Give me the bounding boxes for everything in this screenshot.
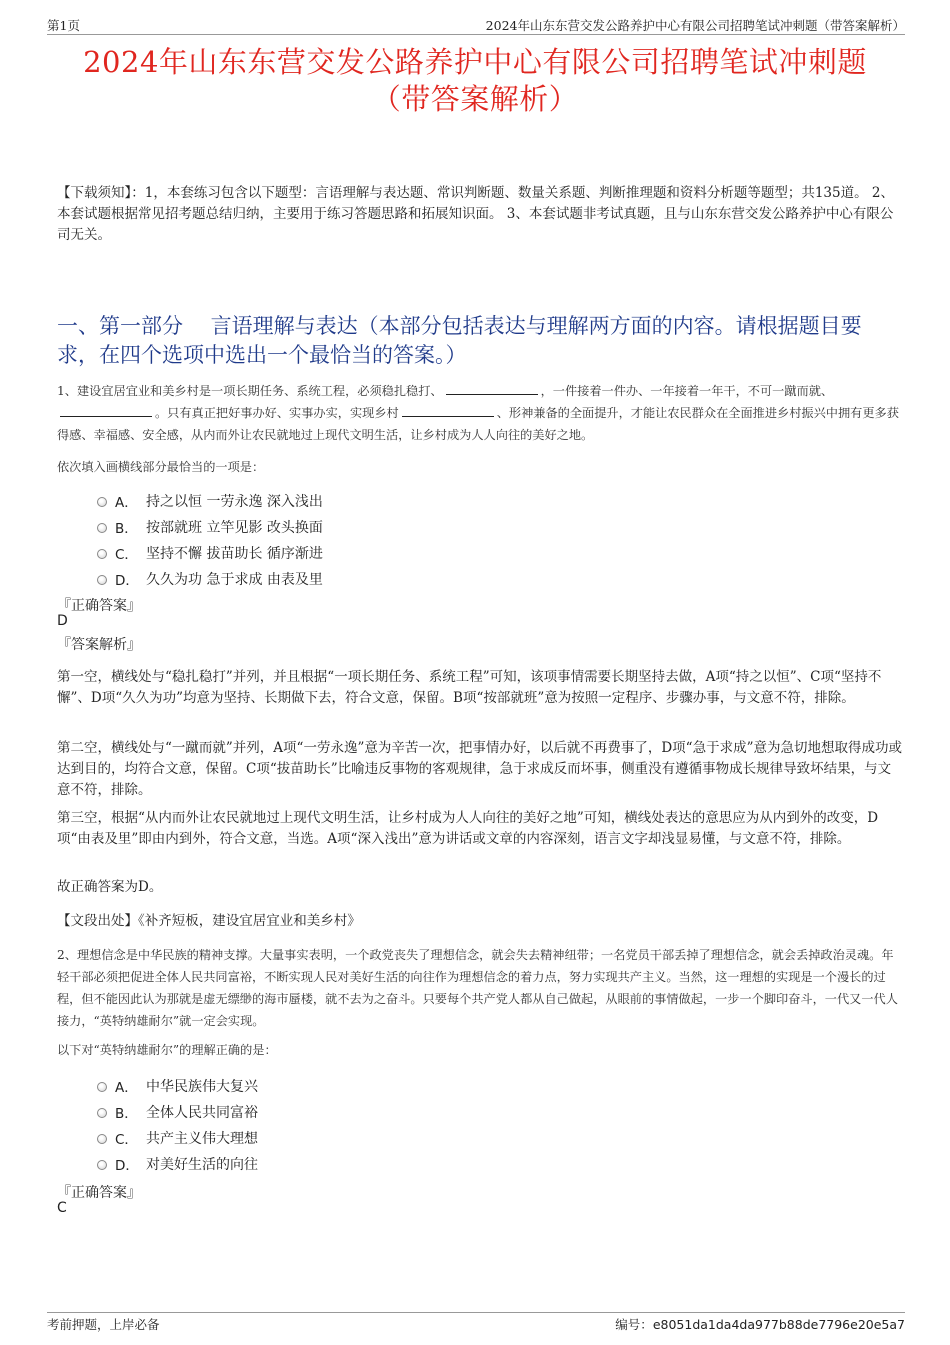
fill-blank-1 bbox=[446, 382, 538, 395]
question-1-prompt: 依次填入画横线部分最恰当的一项是： bbox=[57, 460, 265, 474]
radio-icon[interactable] bbox=[97, 1082, 107, 1092]
q1-answer-label: 『正确答案』 bbox=[57, 598, 141, 614]
radio-icon[interactable] bbox=[97, 549, 107, 559]
q1-answer: D bbox=[57, 613, 68, 629]
q1-conclusion: 故正确答案为D。 bbox=[57, 879, 163, 895]
document-title bbox=[40, 44, 910, 118]
radio-icon[interactable] bbox=[97, 1108, 107, 1118]
question-1-text: 1、建设宜居宜业和美乡村是一项长期任务、系统工程，必须稳扎稳打、 ，一件接着一件办、一年接着一年干，不可一蹴而就、。只有真正把好事办好、实事办实，实现乡村 、形神兼备的全面提升，才能让农民群众在全面推进乡村振兴中拥有更多获得感、幸福感、安全感，从内而外让农民就地过上现代文明生活，让乡村成为人人向往的美好之地。 bbox=[57, 384, 899, 442]
q1-source: 【文段出处】《补齐短板，建设宜居宜业和美乡村》 bbox=[57, 913, 361, 929]
q1-analysis-para-1: 第一空，横线处与“稳扎稳打”并列，并且根据“一项长期任务、系统工程”可知，该项事情需要长期坚持去做，A项“持之以恒”、C项“坚持不懈”、D项“久久为功”均意为坚持、长期做下去，符合文意，保留。B项“按部就班”意为按照一定程序、步骤办事，与文意不符，排除。 bbox=[57, 669, 882, 706]
page-footer bbox=[47, 1312, 905, 1333]
radio-icon[interactable] bbox=[97, 523, 107, 533]
fill-blank-2 bbox=[60, 404, 152, 417]
q1-analysis-para-2: 第二空，横线处与“一蹴而就”并列，A项“一劳永逸”意为辛苦一次，把事情办好，以后就不再费事了，D项“急于求成”意为急切地想取得成功或达到目的，均符合文意，保留。C项“拔苗助长”比喻违反事物的客观规律，急于求成反而坏事，侧重没有遵循事物成长规律导致坏结果，与文意不符，排除。 bbox=[57, 740, 902, 798]
q1-analysis-label: 『答案解析』 bbox=[57, 637, 141, 653]
page-number: 第1页 bbox=[47, 18, 80, 33]
fill-blank-3 bbox=[402, 404, 494, 417]
header-doc-title: 2024年山东东营交发公路养护中心有限公司招聘笔试冲刺题（带答案解析） bbox=[485, 18, 905, 33]
page-header bbox=[47, 14, 905, 35]
q2-answer-label: 『正确答案』 bbox=[57, 1185, 141, 1201]
title-line-2: （带答案解析） bbox=[371, 82, 579, 116]
q1-analysis-para-3: 第三空，根据“从内而外让农民就地过上现代文明生活，让乡村成为人人向往的美好之地”可知，横线处表达的意思应为从内到外的改变，D项“由表及里”即由内到外，符合文意，当选。A项“深入浅出”意为讲话或文章的内容深刻，语言文字却浅显易懂，与文意不符，排除。 bbox=[57, 810, 879, 847]
footer-code: 编号：e8051da1da4da977b88de7796e20e5a7 bbox=[615, 1317, 905, 1332]
title-line-1: 2024年山东东营交发公路养护中心有限公司招聘笔试冲刺题 bbox=[83, 45, 867, 79]
download-notice: 【下载须知】：1，本套练习包含以下题型：言语理解与表达题、常识判断题、数量关系题、判断推理题和资料分析题等题型；共135道。 2、本套试题根据常见招考题总结归纳，主要用于练习答题思路和拓展知识面。 3、本套试题非考试真题，且与山东东营交发公路养护中心有限公司无关。 bbox=[57, 185, 894, 243]
section-heading: 一、第一部分 言语理解与表达（本部分包括表达与理解两方面的内容。请根据题目要求，在四个选项中选出一个最恰当的答案。） bbox=[57, 314, 862, 367]
radio-icon[interactable] bbox=[97, 575, 107, 585]
radio-icon[interactable] bbox=[97, 1160, 107, 1170]
footer-slogan: 考前押题，上岸必备 bbox=[47, 1317, 160, 1332]
question-2-text: 2、理想信念是中华民族的精神支撑。大量事实表明，一个政党丧失了理想信念，就会失去精神纽带；一名党员干部丢掉了理想信念，就会丢掉政治灵魂。年轻干部必须把促进全体人民共同富裕，不断实现人民对美好生活的向往作为理想信念的着力点，努力实现共产主义。当然，这一理想的实现是一个漫长的过程，但不能因此认为那就是虚无缥缈的海市蜃楼，就不去为之奋斗。只要每个共产党人都从自己做起，从眼前的事情做起，一步一个脚印奋斗，一代又一代人接力，“英特纳雄耐尔”就一定会实现。 bbox=[57, 948, 898, 1028]
radio-icon[interactable] bbox=[97, 1134, 107, 1144]
q2-answer: C bbox=[57, 1200, 67, 1216]
radio-icon[interactable] bbox=[97, 497, 107, 507]
question-2-prompt: 以下对“英特纳雄耐尔”的理解正确的是： bbox=[57, 1043, 277, 1057]
